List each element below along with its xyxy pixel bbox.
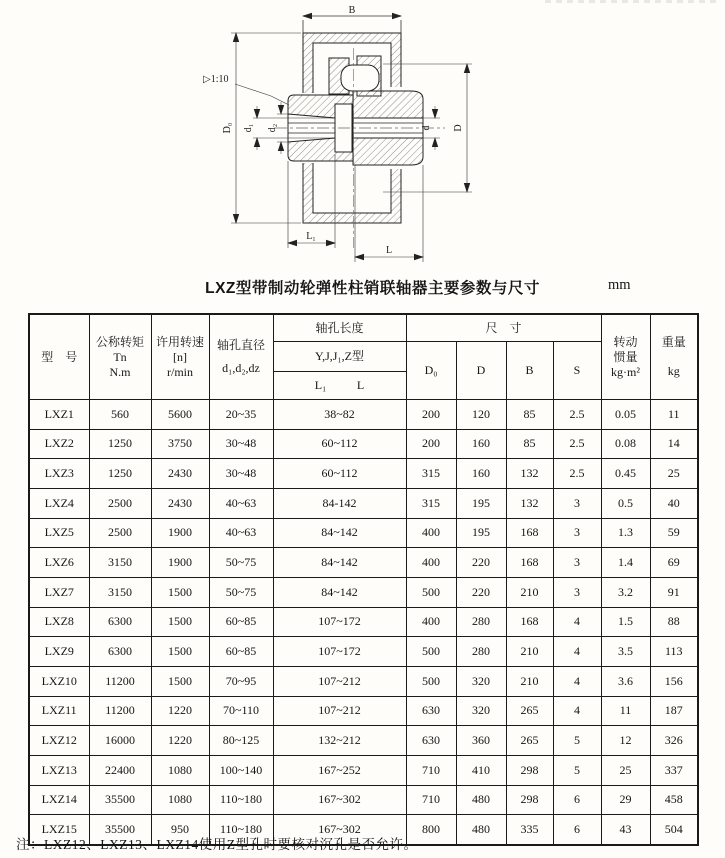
value-cell: 84-142 bbox=[273, 488, 406, 518]
table-body bbox=[29, 400, 698, 845]
value-cell: 3150 bbox=[89, 548, 151, 578]
model-cell: LXZ3 bbox=[29, 459, 89, 489]
value-cell: 69 bbox=[650, 548, 698, 578]
value-cell: 2500 bbox=[89, 488, 151, 518]
model-cell: LXZ7 bbox=[29, 577, 89, 607]
value-cell: 2500 bbox=[89, 518, 151, 548]
model-cell: LXZ9 bbox=[29, 637, 89, 667]
value-cell: 43 bbox=[601, 815, 650, 845]
value-cell: 88 bbox=[650, 607, 698, 637]
value-cell: 11200 bbox=[89, 666, 151, 696]
value-cell: 1220 bbox=[151, 726, 209, 756]
table-row bbox=[29, 429, 698, 459]
value-cell: 200 bbox=[406, 429, 456, 459]
value-cell: 167~302 bbox=[273, 785, 406, 815]
value-cell: 210 bbox=[506, 577, 553, 607]
value-cell: 84~142 bbox=[273, 518, 406, 548]
value-cell: 1250 bbox=[89, 429, 151, 459]
model-cell: LXZ1 bbox=[29, 400, 89, 430]
value-cell: 107~172 bbox=[273, 637, 406, 667]
dim-label-d1: d₁ bbox=[243, 123, 254, 133]
value-cell: 60~85 bbox=[209, 607, 273, 637]
value-cell: 4 bbox=[553, 637, 601, 667]
table-row bbox=[29, 459, 698, 489]
dim-label-B: B bbox=[348, 5, 356, 16]
value-cell: 11200 bbox=[89, 696, 151, 726]
value-cell: 2.5 bbox=[553, 400, 601, 430]
value-cell: 50~75 bbox=[209, 577, 273, 607]
value-cell: 195 bbox=[456, 488, 506, 518]
value-cell: 315 bbox=[406, 488, 456, 518]
value-cell: 107~212 bbox=[273, 696, 406, 726]
col-header-inertia bbox=[601, 314, 650, 400]
value-cell: 167~252 bbox=[273, 755, 406, 785]
value-cell: 200 bbox=[406, 400, 456, 430]
value-cell: 315 bbox=[406, 459, 456, 489]
value-cell: 630 bbox=[406, 726, 456, 756]
col-header-bore-diameter bbox=[209, 314, 273, 400]
value-cell: 480 bbox=[456, 815, 506, 845]
value-cell: 710 bbox=[406, 785, 456, 815]
value-cell: 5600 bbox=[151, 400, 209, 430]
value-cell: 3 bbox=[553, 577, 601, 607]
weight-line2: kg bbox=[667, 364, 680, 378]
value-cell: 156 bbox=[650, 666, 698, 696]
value-cell: 710 bbox=[406, 755, 456, 785]
value-cell: 280 bbox=[456, 607, 506, 637]
value-cell: 132 bbox=[506, 488, 553, 518]
table-row bbox=[29, 637, 698, 667]
value-cell: 132 bbox=[506, 459, 553, 489]
value-cell: 400 bbox=[406, 518, 456, 548]
value-cell: 320 bbox=[456, 696, 506, 726]
value-cell: 160 bbox=[456, 429, 506, 459]
footnote: 注：LXZ12、LXZ13、LXZ14使用Z型孔时要核对沉孔是否允许。 bbox=[16, 837, 418, 852]
value-cell: 3150 bbox=[89, 577, 151, 607]
value-cell: 220 bbox=[456, 548, 506, 578]
value-cell: 950 bbox=[151, 815, 209, 845]
col-header-model: 型 号 bbox=[29, 314, 89, 400]
value-cell: 187 bbox=[650, 696, 698, 726]
dim-label-d2: d₂ bbox=[267, 123, 278, 133]
value-cell: 4 bbox=[553, 607, 601, 637]
value-cell: 91 bbox=[650, 577, 698, 607]
value-cell: 410 bbox=[456, 755, 506, 785]
value-cell: 6 bbox=[553, 815, 601, 845]
weight-line1: 重量 bbox=[661, 335, 686, 349]
value-cell: 168 bbox=[506, 518, 553, 548]
value-cell: 40~63 bbox=[209, 488, 273, 518]
value-cell: 298 bbox=[506, 755, 553, 785]
value-cell: 2430 bbox=[151, 488, 209, 518]
value-cell: 160 bbox=[456, 459, 506, 489]
dim-label-D0: D₀ bbox=[222, 122, 233, 134]
value-cell: 326 bbox=[650, 726, 698, 756]
unit-label: mm bbox=[608, 277, 631, 293]
value-cell: 195 bbox=[456, 518, 506, 548]
value-cell: 40 bbox=[650, 488, 698, 518]
value-cell: 5 bbox=[553, 726, 601, 756]
table-row bbox=[29, 666, 698, 696]
speed-line1: 许用转速 bbox=[155, 334, 204, 349]
value-cell: 2.5 bbox=[553, 429, 601, 459]
value-cell: 1500 bbox=[151, 666, 209, 696]
value-cell: 335 bbox=[506, 815, 553, 845]
value-cell: 3 bbox=[553, 548, 601, 578]
elastic-pin-bulb bbox=[341, 65, 379, 91]
value-cell: 0.08 bbox=[601, 429, 650, 459]
model-cell: LXZ6 bbox=[29, 548, 89, 578]
col-header-dimensions: 尺 寸 bbox=[406, 314, 601, 342]
value-cell: 1500 bbox=[151, 607, 209, 637]
value-cell: 400 bbox=[406, 607, 456, 637]
torque-line2: N.m bbox=[109, 364, 131, 379]
value-cell: 1900 bbox=[151, 548, 209, 578]
value-cell: 3 bbox=[553, 518, 601, 548]
value-cell: 59 bbox=[650, 518, 698, 548]
value-cell: 60~112 bbox=[273, 459, 406, 489]
dim-label-L: L bbox=[385, 245, 393, 256]
model-cell: LXZ12 bbox=[29, 726, 89, 756]
model-cell: LXZ13 bbox=[29, 755, 89, 785]
dim-label-D: D bbox=[453, 124, 464, 132]
table-row bbox=[29, 607, 698, 637]
value-cell: 0.5 bbox=[601, 488, 650, 518]
bore-dia-line1: 轴孔直径 bbox=[216, 338, 265, 352]
value-cell: 2.5 bbox=[553, 459, 601, 489]
inertia-line3: kg·m² bbox=[611, 364, 640, 379]
inertia-line2: 惯量 bbox=[613, 349, 638, 364]
value-cell: 113 bbox=[650, 637, 698, 667]
value-cell: 210 bbox=[506, 637, 553, 667]
value-cell: 1250 bbox=[89, 459, 151, 489]
table-row bbox=[29, 548, 698, 578]
table-row bbox=[29, 400, 698, 430]
value-cell: 25 bbox=[650, 459, 698, 489]
value-cell: 11 bbox=[650, 400, 698, 430]
table-row bbox=[29, 726, 698, 756]
value-cell: 29 bbox=[601, 785, 650, 815]
table-row bbox=[29, 518, 698, 548]
col-header-L1: L₁ bbox=[314, 378, 327, 392]
value-cell: 60~112 bbox=[273, 429, 406, 459]
bore-dia-line2: d₁,d₂,dz bbox=[222, 361, 260, 375]
value-cell: 3.6 bbox=[601, 666, 650, 696]
col-header-weight bbox=[650, 314, 698, 400]
value-cell: 500 bbox=[406, 577, 456, 607]
value-cell: 22400 bbox=[89, 755, 151, 785]
col-header-torque bbox=[89, 314, 151, 400]
value-cell: 560 bbox=[89, 400, 151, 430]
value-cell: 168 bbox=[506, 607, 553, 637]
value-cell: 100~140 bbox=[209, 755, 273, 785]
value-cell: 1080 bbox=[151, 785, 209, 815]
parameters-table bbox=[28, 313, 699, 846]
value-cell: 360 bbox=[456, 726, 506, 756]
speed-line3: r/min bbox=[167, 364, 193, 379]
value-cell: 6300 bbox=[89, 607, 151, 637]
value-cell: 120 bbox=[456, 400, 506, 430]
value-cell: 1900 bbox=[151, 518, 209, 548]
value-cell: 3.2 bbox=[601, 577, 650, 607]
value-cell: 1080 bbox=[151, 755, 209, 785]
value-cell: 25 bbox=[601, 755, 650, 785]
value-cell: 168 bbox=[506, 548, 553, 578]
value-cell: 12 bbox=[601, 726, 650, 756]
value-cell: 337 bbox=[650, 755, 698, 785]
value-cell: 280 bbox=[456, 637, 506, 667]
value-cell: 3.5 bbox=[601, 637, 650, 667]
value-cell: 0.45 bbox=[601, 459, 650, 489]
model-cell: LXZ4 bbox=[29, 488, 89, 518]
table-row bbox=[29, 755, 698, 785]
value-cell: 4 bbox=[553, 696, 601, 726]
col-header-bore-length: 轴孔长度 bbox=[273, 314, 406, 342]
taper-callout: ▷1:10 bbox=[203, 74, 229, 85]
value-cell: 16000 bbox=[89, 726, 151, 756]
value-cell: 1220 bbox=[151, 696, 209, 726]
value-cell: 1.4 bbox=[601, 548, 650, 578]
model-cell: LXZ2 bbox=[29, 429, 89, 459]
model-cell: LXZ5 bbox=[29, 518, 89, 548]
coupling-section-drawing bbox=[183, 2, 587, 270]
table-row bbox=[29, 785, 698, 815]
col-header-L1-L bbox=[273, 372, 406, 400]
model-cell: LXZ10 bbox=[29, 666, 89, 696]
value-cell: 30~48 bbox=[209, 459, 273, 489]
torque-line1: 公称转矩Tn bbox=[95, 334, 144, 364]
value-cell: 70~95 bbox=[209, 666, 273, 696]
page-title: LXZ型带制动轮弹性柱销联轴器主要参数与尺寸 bbox=[205, 280, 540, 297]
value-cell: 265 bbox=[506, 696, 553, 726]
value-cell: 11 bbox=[601, 696, 650, 726]
value-cell: 110~180 bbox=[209, 785, 273, 815]
value-cell: 107~172 bbox=[273, 607, 406, 637]
dim-label-L1: L₁ bbox=[306, 231, 316, 242]
speed-line2: [n] bbox=[173, 349, 187, 364]
value-cell: 167~302 bbox=[273, 815, 406, 845]
table-row bbox=[29, 577, 698, 607]
model-cell: LXZ8 bbox=[29, 607, 89, 637]
value-cell: 132~212 bbox=[273, 726, 406, 756]
col-header-speed bbox=[151, 314, 209, 400]
value-cell: 84~142 bbox=[273, 548, 406, 578]
inertia-line1: 转动 bbox=[613, 334, 638, 349]
value-cell: 265 bbox=[506, 726, 553, 756]
model-cell: LXZ14 bbox=[29, 785, 89, 815]
value-cell: 1.5 bbox=[601, 607, 650, 637]
value-cell: 107~212 bbox=[273, 666, 406, 696]
value-cell: 6300 bbox=[89, 637, 151, 667]
table-row bbox=[29, 696, 698, 726]
value-cell: 1.3 bbox=[601, 518, 650, 548]
value-cell: 84~142 bbox=[273, 577, 406, 607]
value-cell: 30~48 bbox=[209, 429, 273, 459]
value-cell: 85 bbox=[506, 429, 553, 459]
value-cell: 630 bbox=[406, 696, 456, 726]
value-cell: 70~110 bbox=[209, 696, 273, 726]
value-cell: 4 bbox=[553, 666, 601, 696]
col-header-D0: D₀ bbox=[406, 342, 456, 400]
value-cell: 400 bbox=[406, 548, 456, 578]
value-cell: 298 bbox=[506, 785, 553, 815]
value-cell: 110~180 bbox=[209, 815, 273, 845]
col-header-D: D bbox=[456, 342, 506, 400]
value-cell: 220 bbox=[456, 577, 506, 607]
value-cell: 35500 bbox=[89, 815, 151, 845]
value-cell: 14 bbox=[650, 429, 698, 459]
value-cell: 1500 bbox=[151, 577, 209, 607]
col-header-S: S bbox=[553, 342, 601, 400]
value-cell: 500 bbox=[406, 637, 456, 667]
model-cell: LXZ15 bbox=[29, 815, 89, 845]
value-cell: 85 bbox=[506, 400, 553, 430]
value-cell: 458 bbox=[650, 785, 698, 815]
value-cell: 40~63 bbox=[209, 518, 273, 548]
value-cell: 38~82 bbox=[273, 400, 406, 430]
table-row bbox=[29, 488, 698, 518]
value-cell: 3 bbox=[553, 488, 601, 518]
dim-label-d: d bbox=[421, 125, 432, 131]
value-cell: 3750 bbox=[151, 429, 209, 459]
value-cell: 800 bbox=[406, 815, 456, 845]
value-cell: 500 bbox=[406, 666, 456, 696]
value-cell: 80~125 bbox=[209, 726, 273, 756]
value-cell: 1500 bbox=[151, 637, 209, 667]
value-cell: 35500 bbox=[89, 785, 151, 815]
value-cell: 6 bbox=[553, 785, 601, 815]
value-cell: 320 bbox=[456, 666, 506, 696]
value-cell: 480 bbox=[456, 785, 506, 815]
value-cell: 60~85 bbox=[209, 637, 273, 667]
value-cell: 0.05 bbox=[601, 400, 650, 430]
col-header-B: B bbox=[506, 342, 553, 400]
value-cell: 504 bbox=[650, 815, 698, 845]
col-header-bore-length-types: Y,J,J₁,Z型 bbox=[273, 342, 406, 372]
value-cell: 210 bbox=[506, 666, 553, 696]
value-cell: 5 bbox=[553, 755, 601, 785]
value-cell: 50~75 bbox=[209, 548, 273, 578]
value-cell: 20~35 bbox=[209, 400, 273, 430]
value-cell: 2430 bbox=[151, 459, 209, 489]
model-cell: LXZ11 bbox=[29, 696, 89, 726]
col-header-L: L bbox=[356, 378, 365, 392]
